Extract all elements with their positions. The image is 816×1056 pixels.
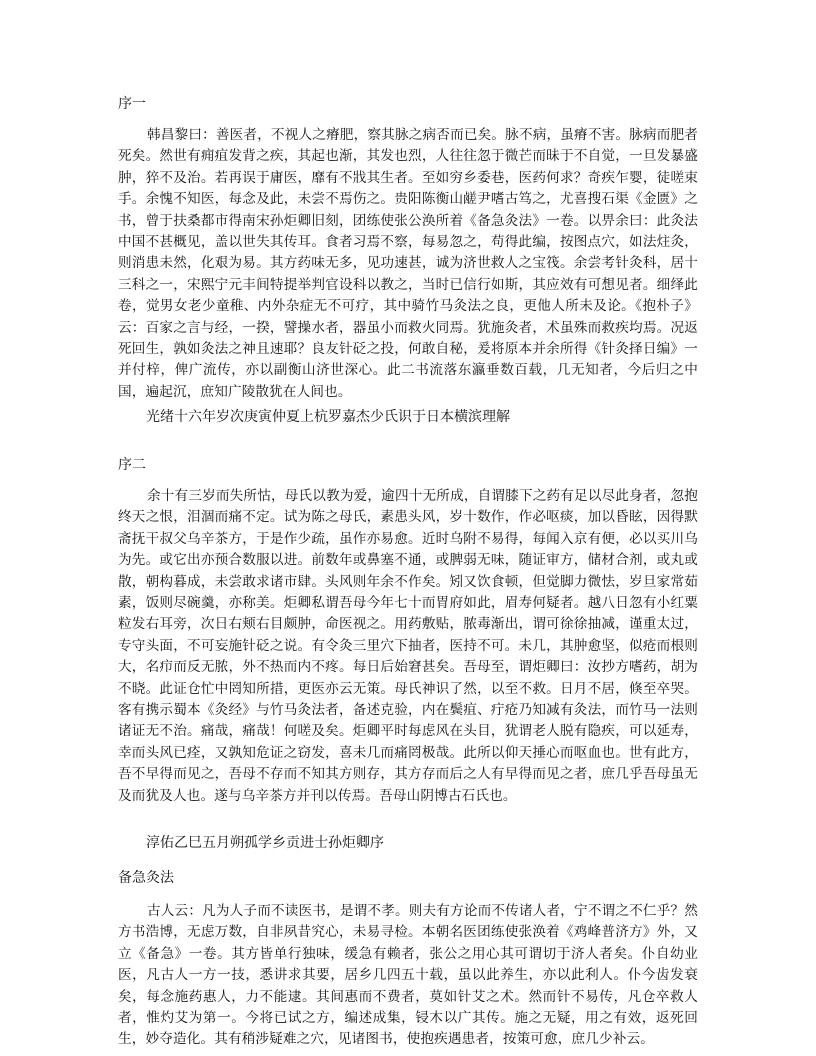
preface2-body: 余十有三岁而失所怙，母氏以教为爱，逾四十无所成，自谓膝下之药有足以尽此身者，忽抱终天之恨，泪涸而痛不定。试为陈之母氏，素患头风，岁十数作，作必呕痰，加以昏眩，因得默斋抚干叔父乌辛茶方，于是作少疏，虽作亦易愈。近时乌附不易得，每闻入京有便，必以买川乌为先。或它出亦预合数服以进。前数年或鼻塞不通，或脾弱无味，随证审方，储材合剂，或丸或散，朝构暮成，未尝敢求诸市肆。头风则年余不作矣。矧又饮食顿，但觉脚力微怯，岁旦家常茹素，饭则尽碗羹，亦称美。炬卿私谓吾母今年七十而胃府如此，眉寿何疑者。越八日忽有小红粟粒发右耳旁，次日右颊右目颇肿，命医视之。用药敷贴，脓毒渐出，谓可徐徐抽减，谨重太过，专守头面，不可妄施针砭之说。有令灸三里穴下抽者，医持不可。未几，其肿愈坚，似疮而根则大，名疖而反无脓，外不热而内不疼。每日后始窘甚矣。吾母至，谓炬卿曰：汝抄方嗜药，胡为不晓。此证仓忙中罔知所措，更医亦云无策。母氏神识了然，以至不救。日月不居，倏至卒哭。客有携示蜀本《灸经》与竹马灸法者，备述克验，内在鬓疽、疔疮乃知减有灸法，而竹马一法则诸证无不治。痛哉，痛哉！何嗟及矣。炬卿平时每虑风在头目，犹谓老人脱有隐疾，可以延寿，幸而头风已痊，又孰知危证之窃发，喜未几而痛罔极哉。此所以仰天捶心而呕血也。世有此方，吾不早得而见之，吾母不存而不知其方则存，其方存而后之人有早得而见之者，庶几乎吾母虽无及而犹及人也。遂与乌辛茶方并刊以传焉。吾母山阴博古石氏也。 (118, 488, 698, 804)
preface2-signature: 淳佑乙巳五月朔孤学乡贡进士孙炬卿序 (146, 835, 384, 851)
main-title: 备急灸法 (118, 870, 174, 886)
preface1-title: 序一 (118, 96, 146, 112)
preface2-title: 序二 (118, 457, 146, 473)
preface1-signature: 光绪十六年岁次庚寅仲夏上杭罗嘉杰少氏识于日本横滨理解 (146, 409, 510, 425)
main-body: 古人云：凡为人子而不读医书，是谓不孝。则夫有方论而不传诸人者，宁不谓之不仁乎？然方书浩博，无虑万数，自非夙昔究心，未易寻检。本朝名医团练使张涣着《鸡峰普济方》外，又立《备急》一卷。其方皆单行独味，缓急有赖者，张公之用心其可谓切于济人者矣。仆自幼业医，凡古人一方一技，悉讲求其要，居乡几四五十载，虽以此养生，亦以此利人。仆今齿发衰矣，每念施药惠人，力不能逮。其间惠而不费者，莫如针艾之术。然而针不易传，凡仓卒救人者，惟灼艾为第一。今将已试之方，编述成集，锓木以广其传。施之无疑，用之有效，返死回生，妙夺造化。其有稍涉疑难之穴，见诸图书，使抱疾遇患者，按策可愈，庶几少补云。 (118, 903, 698, 1048)
preface1-body: 韩昌黎曰：善医者，不视人之瘠肥，察其脉之病否而已矣。脉不病，虽瘠不害。脉病而肥者死矣。然世有痈疽发背之疾，其起也渐，其发也烈，人往往忽于微芒而昧于不自觉，一旦发暴盛肿，猝不及治。若再误于庸医，靡有不戕其生者。至如穷乡委巷，医药何求？奇疾乍婴，徒嗟束手。余愧不知医，每念及此，未尝不焉伤之。贵阳陈衡山鹾尹嗜古笃之，尤喜搜石渠《金匮》之书，曾于扶桑都市得南宋孙炬卿旧刻，团练使张公涣所着《备急灸法》一卷。以畀余曰：此灸法中国不甚概见，盖以世失其传耳。食者习焉不察，每易忽之，苟得此编，按图点穴，如法炷灸，则消患未然，化艰为易。其方药味无多，见功速甚，诚为济世救人之宝筏。余尝考针灸科，居十三科之一，宋熙宁元丰间特提举判官设科以教之，当时已信行如斯，其应效有可想见者。细绎此卷，觉男女老少童稚、内外杂症无不可疗，其中骑竹马灸法之良，更他人所未及论。《抱朴子》云：百家之言与经，一揆，譬操水者，器虽小而救火同焉。犹施灸者，术虽殊而救疾均焉。况返死回生，孰如灸法之神且速耶？良友针砭之投，何敢自秘，爰将原本并余所得《针灸择日编》一并付梓，俾广流传，亦以副衡山济世深心。此二书流落东瀛垂数百载，几无知者，今后归之中国，遍起沉，庶知广陵散犹在人间也。 (118, 127, 698, 400)
